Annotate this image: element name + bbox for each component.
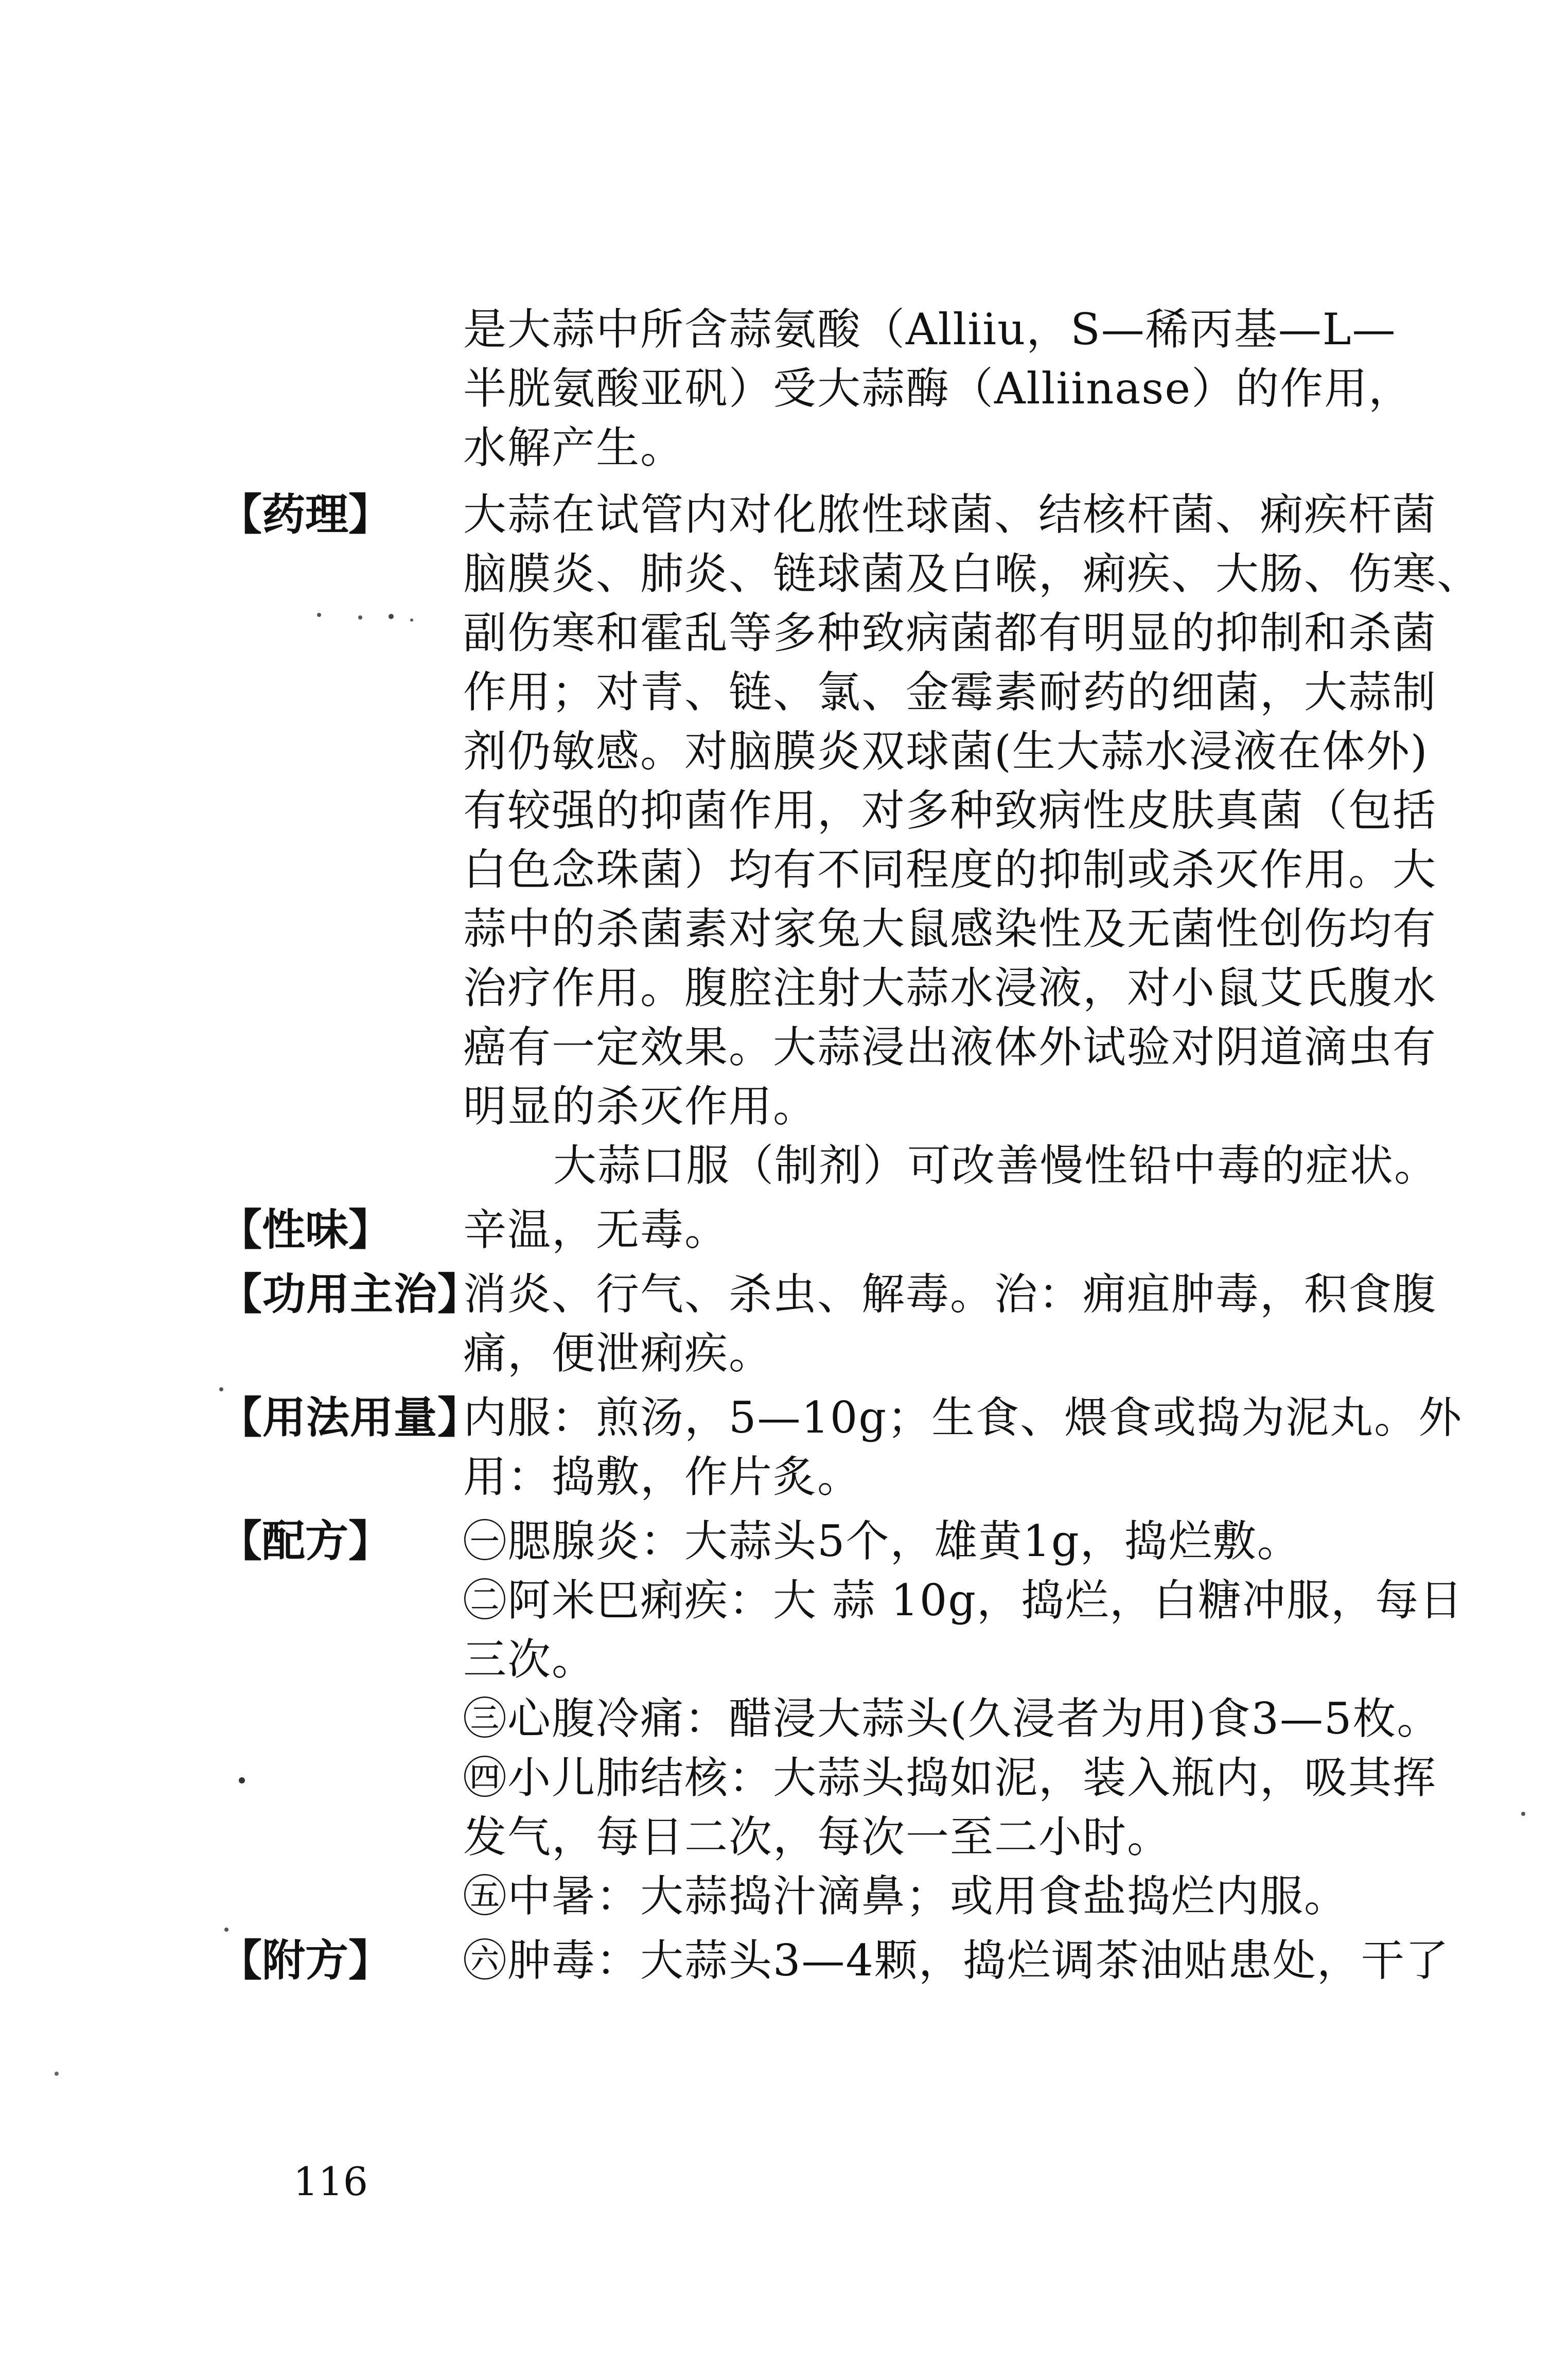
continued-line-1: 是大蒜中所含蒜氨酸（Alliiu，S—稀丙基—L—: [463, 304, 1397, 355]
pharmacology-line-8: 蒜中的杀菌素对家兔大鼠感染性及无菌性创伤均有: [463, 904, 1437, 954]
label-left: 【附: [219, 1935, 306, 1986]
pharmacology-line-9: 治疗作用。腹腔注射大蒜水浸液，对小鼠艾氏腹水: [463, 963, 1437, 1013]
label-left: 【药: [219, 489, 306, 540]
prescription-4-line-1: ㊃小儿肺结核：大蒜头捣如泥，装入瓶内，吸其挥: [463, 1753, 1437, 1803]
label-text: 【功用主治】: [219, 1269, 482, 1319]
pharmacology-line-3: 副伤寒和霍乱等多种致病菌都有明显的抑制和杀菌: [463, 608, 1437, 658]
label-right: 方】: [305, 1516, 392, 1566]
prescription-4-line-2: 发气，每日二次，每次一至二小时。: [463, 1812, 1172, 1862]
usage-dosage-line-1: 内服：煎汤，5—10g；生食、煨食或捣为泥丸。外: [463, 1392, 1463, 1443]
pharmacology-line-11: 明显的杀灭作用。: [463, 1081, 818, 1132]
prescription-2-line-1: ㊁阿米巴痢疾：大 蒜 10g，捣烂，白糖冲服，每日: [463, 1575, 1464, 1626]
section-label-usage-dosage: [219, 1392, 482, 1443]
continued-line-3: 水解产生。: [463, 422, 685, 473]
prescription-3-line-1: ㊂心腹冷痛：醋浸大蒜头(久浸者为用)食3—5枚。: [463, 1693, 1441, 1744]
prescription-2-line-2: 三次。: [463, 1634, 596, 1685]
functions-line-1: 消炎、行气、杀虫、解毒。治：痈疽肿毒，积食腹: [463, 1269, 1437, 1319]
label-left: 【配: [219, 1516, 306, 1566]
pharmacology-line-2: 脑膜炎、肺炎、链球菌及白喉，痢疾、大肠、伤寒、: [463, 549, 1482, 599]
nature-taste-line-1: 辛温，无毒。: [463, 1205, 729, 1255]
label-right: 方】: [305, 1935, 392, 1986]
section-label-pharmacology: [219, 489, 461, 540]
pharmacology-line-5: 剂仍敏感。对脑膜炎双球菌(生大蒜水浸液在体外): [463, 726, 1429, 776]
section-label-functions: [219, 1268, 482, 1320]
functions-line-2: 痛，便泄痢疾。: [463, 1328, 773, 1379]
pharmacology-line-7: 白色念珠菌）均有不同程度的抑制或杀灭作用。大: [463, 844, 1437, 895]
label-left: 【性: [219, 1205, 306, 1255]
pharmacology-paragraph-2: 大蒜口服（制剂）可改善慢性铅中毒的症状。: [553, 1140, 1439, 1191]
appendix-line-1: ㊅肿毒：大蒜头3—4颗，捣烂调茶油贴患处，干了: [463, 1935, 1450, 1986]
label-right: 味】: [305, 1205, 392, 1255]
page-number: 116: [293, 2159, 368, 2204]
section-label-nature-taste: [219, 1204, 461, 1256]
usage-dosage-line-2: 用：捣敷，作片炙。: [463, 1452, 862, 1502]
label-right: 理】: [305, 489, 392, 540]
prescription-1-line-1: ㊀腮腺炎：大蒜头5个，雄黄1g，捣烂敷。: [463, 1516, 1301, 1566]
section-label-prescriptions: [219, 1515, 461, 1567]
label-text: 【用法用量】: [219, 1392, 482, 1443]
pharmacology-line-10: 癌有一定效果。大蒜浸出液体外试验对阴道滴虫有: [463, 1022, 1437, 1072]
prescription-5-line-1: ㊄中暑：大蒜捣汁滴鼻；或用食盐捣烂内服。: [463, 1871, 1349, 1921]
pharmacology-line-6: 有较强的抑菌作用，对多种致病性皮肤真菌（包括: [463, 785, 1437, 836]
section-label-appendix: [219, 1935, 461, 1986]
pharmacology-line-4: 作用；对青、链、氯、金霉素耐药的细菌，大蒜制: [463, 667, 1437, 717]
pharmacology-line-1: 大蒜在试管内对化脓性球菌、结核杆菌、痢疾杆菌: [463, 489, 1437, 540]
continued-line-2: 半胱氨酸亚矾）受大蒜酶（Alliinase）的作用，: [463, 363, 1413, 414]
